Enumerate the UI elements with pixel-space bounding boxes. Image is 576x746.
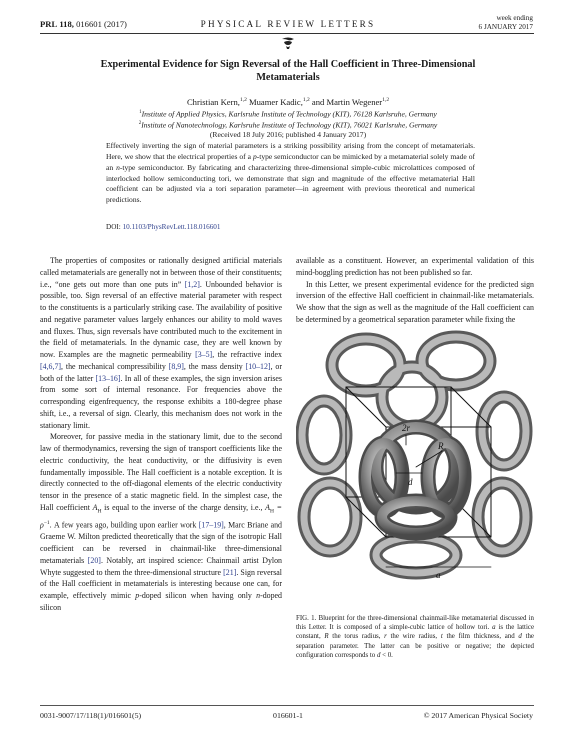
footer-rule: [40, 705, 534, 706]
copyright: © 2017 American Physical Society: [423, 711, 533, 720]
math-A: A: [92, 502, 98, 512]
doi: [106, 223, 220, 231]
affiliation-2-text: Institute of Nanotechnology, Karlsruhe Institute of Technology (KIT), 76021 Karlsruhe, Germany: [141, 120, 438, 130]
text: the wire radius,: [386, 633, 441, 641]
abstract-text-1: Effectively inverting the sign of material parameters is a striking possibility arising from the concept of metamaterials. Here, we show that the electrical properties of a: [106, 141, 475, 161]
affiliation-1: [0, 108, 576, 119]
citation-link[interactable]: [13–16]: [95, 373, 121, 383]
text: Blueprint for the three-dimensional chainmail-like metamaterial discussed in this Letter. It is composed of a simple-cubic lattice of hollow tori.: [296, 615, 535, 632]
abstract-text-2: -type semiconductor can be mimicked by a metamaterial solely made of an: [106, 151, 475, 172]
text: -doped silicon: [40, 591, 282, 612]
text: is equal to the inverse of the charge density, i.e.,: [101, 502, 266, 512]
text: . In all of these examples, the sign inversion arises from some sort of internal resonance. For frequencies above the corresponding eigenfrequency, the response exhibits a 180-degree phase shift, i.e., a reversal of sign. Clearly, this mechanism does not work in the stationary limit.: [40, 373, 282, 430]
doi-label: DOI:: [106, 223, 123, 231]
text: < 0.: [380, 651, 393, 659]
abstract-text-3: -type semiconductor. By fabricating and characterizing three-dimensional simple-cubic microlattices composed of interlocked hollow semiconducting tori, we demonstrate that sign and magnitude of the effective metamaterial Hall coefficient can be adjusted via a tori separation parameter—in agreement with previous theoretical and numerical predictions.: [106, 162, 475, 205]
text: . A few years ago, building upon earlier work: [49, 520, 199, 530]
article-number: 016601 (2017): [76, 19, 127, 29]
author-1-affil: 1,2: [239, 97, 247, 104]
math-t: t: [440, 633, 443, 641]
math-d: d: [376, 651, 381, 659]
caption-lead: FIG. 1.: [296, 615, 317, 622]
article-title: [58, 59, 518, 84]
author-1: Christian Kern,: [186, 97, 240, 107]
header-rule: [40, 33, 534, 34]
author-3-affil: 1,2: [382, 97, 390, 104]
paragraph-4: In this Letter, we present experimental evidence for the predicted sign inversion of the effective Hall coefficient in chainmail-like metamaterials. We show that the sign as well as the magnitude of the Hall coefficient can be determined by a geometrical separation parameter while fixing the: [296, 279, 534, 324]
paragraph-1: [40, 255, 282, 431]
math-sub-H: H: [269, 508, 274, 515]
text: . Notably, art inspired science: Chainmail artist Dylon Whyte suggested to them the three-dimensional structure: [40, 555, 282, 577]
doi-link[interactable]: 10.1103/PhysRevLett.118.016601: [122, 223, 221, 231]
math-a: a: [492, 624, 496, 632]
citation-link[interactable]: [8,9]: [168, 361, 184, 371]
citation-link[interactable]: [20]: [87, 555, 101, 565]
math-exponent: −1: [43, 520, 50, 527]
paragraph-3: available as a constituent. However, an experimental validation of this mind-boggling prediction has not been published so far.: [296, 256, 534, 277]
issue-date: [479, 14, 533, 31]
received-dates: (Received 18 July 2016; published 4 January 2017): [209, 129, 367, 139]
citation-link[interactable]: [4,6,7]: [40, 361, 62, 371]
journal-name: PHYSICAL REVIEW LETTERS: [200, 19, 376, 29]
body-column-left: [40, 255, 282, 614]
math-R: R: [324, 633, 329, 641]
text: , or both of the latter: [40, 361, 282, 383]
article-title-line-2: Metamaterials: [256, 71, 320, 83]
affiliation-2: [0, 119, 576, 130]
text: the separation parameter. The latter can be positive or negative; the depicted configuration corresponds to: [296, 633, 534, 659]
affiliations: [0, 108, 576, 139]
text: , the refractive index: [212, 350, 282, 359]
citation-link[interactable]: [3–5]: [195, 350, 213, 359]
journal-short: PRL: [40, 19, 58, 29]
math-d: d: [518, 633, 522, 641]
figure-1-chainmail-lattice: [296, 327, 534, 582]
author-2: Muamer Kadic,: [246, 97, 303, 107]
affiliation-1-number: 1: [139, 110, 142, 115]
text: The properties of composites or rationally designed artificial materials called metamaterials are generally not in between those of their constituents; i.e., “one gets out more than one puts in”: [40, 256, 282, 289]
author-3: and Martin Wegener: [309, 97, 383, 107]
text: Moreover, for passive media in the stationary limit, due to the second law of thermodynamics, reversing the sign of transport coefficients like the electric conductivity, the heat conductivity, or the diffusivity is even fundamentally impossible. The Hall coefficient is a notable exception. It is directly connected to the off-diagonal elements of the electric conductivity tensor in the presence of a static magnetic field. In the simplest case, the Hall coefficient: [40, 432, 282, 512]
abstract: [106, 141, 475, 206]
label-d: d: [408, 477, 413, 487]
text: . Sign reversal of the Hall coefficient in metamaterials is interesting because one can, for example, effectively mimic: [40, 567, 282, 601]
affiliation-1-text: Institute of Applied Physics, Karlsruhe Institute of Technology (KIT), 76128 Karlsruhe, Germany: [141, 109, 437, 119]
page-number: 016601-1: [273, 711, 303, 720]
math-sub-H: H: [97, 508, 102, 515]
text: , the mechanical compressibility: [61, 361, 169, 371]
volume: 118,: [59, 19, 74, 29]
author-2-affil: 1,2: [302, 97, 310, 104]
text: the torus radius,: [328, 633, 385, 641]
math-r: r: [384, 633, 387, 641]
text: , Marc Briane and Graeme W. Milton predicted theoretically that the sign of the isotropic Hall coefficient can be reversed in chainmail-like three-dimensional metamaterials: [40, 520, 283, 565]
math-A: A: [265, 502, 270, 512]
text: the film thickness, and: [442, 633, 519, 641]
text: . Unbounded behavior is possible, too. Sign reversal of an effective material parameter with respect to the constituents is a particularly striking case. The availability of positive and negative parameter values largely enhances our ability to mold waves and fluxes. Thus, sign reversals have contributed much to the excitement in the field of metamaterials. In the dynamic case, they are well known by now. Examples are the magnetic permeability: [40, 279, 282, 359]
journal-logo-icon: [280, 36, 296, 50]
citation-link[interactable]: [17–19]: [198, 520, 224, 530]
label-a: a: [436, 570, 441, 580]
author-list: [0, 97, 576, 107]
math-equals-rho: = ρ: [40, 502, 282, 530]
abstract-italic-p: p: [252, 151, 257, 161]
label-R: R: [438, 441, 444, 451]
citation-link[interactable]: [21]: [223, 567, 237, 577]
paragraph-2: [40, 431, 282, 613]
citation-link[interactable]: [1,2]: [184, 279, 200, 289]
figure-1-caption: [296, 614, 534, 660]
text: , the mass density: [183, 361, 246, 371]
article-title-line-1: Experimental Evidence for Sign Reversal of the Hall Coefficient in Three-Dimensional: [100, 59, 476, 70]
body-column-right: [296, 255, 534, 326]
citation-link[interactable]: [10–12]: [245, 361, 271, 371]
text: is the lattice constant,: [296, 624, 535, 641]
label-2r: 2r: [402, 423, 411, 433]
issue-date-value: 6 JANUARY 2017: [478, 22, 533, 31]
affiliation-2-number: 2: [138, 120, 142, 126]
week-ending-label: week ending: [496, 14, 533, 22]
abstract-italic-n: n: [116, 162, 120, 172]
italic-p: p: [135, 591, 140, 601]
italic-n: n: [256, 591, 261, 601]
footer-code: 0031-9007/17/118(1)/016601(5): [40, 711, 142, 720]
text: -doped silicon when having only: [139, 591, 257, 601]
